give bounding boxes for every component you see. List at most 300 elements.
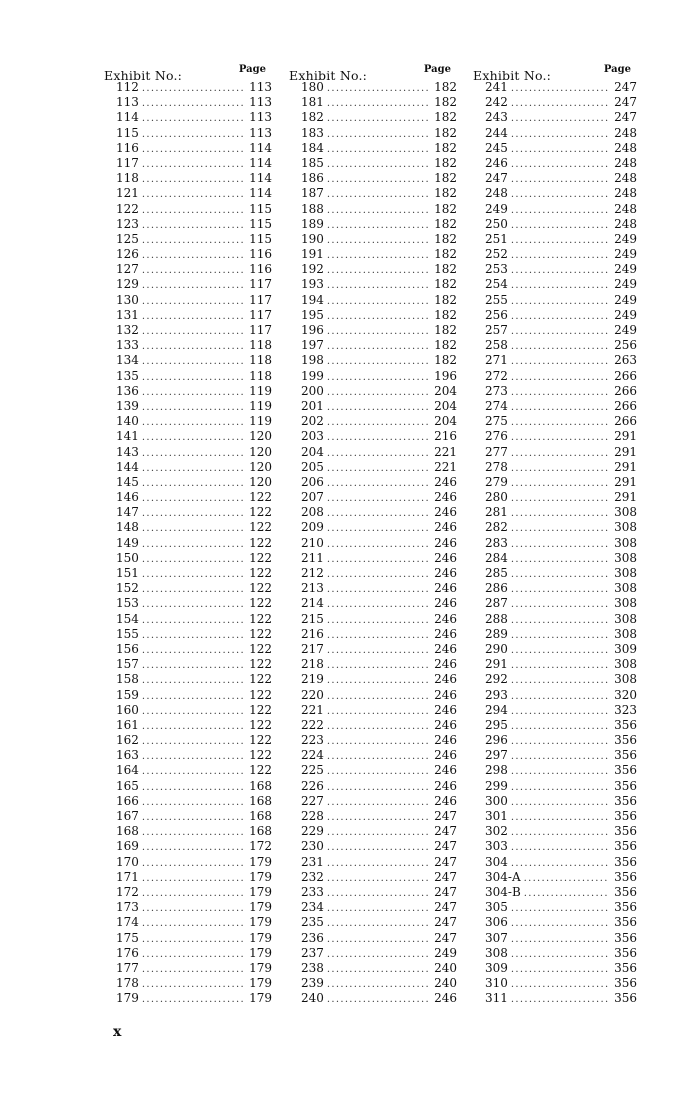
dot-leader <box>327 840 428 855</box>
exhibit-number: 172 <box>116 884 139 899</box>
page-number-ref: 116 <box>249 262 272 277</box>
exhibit-number: 275 <box>485 414 508 429</box>
dot-leader <box>511 947 608 962</box>
index-entry <box>289 460 457 475</box>
page-number-ref: 204 <box>434 383 457 398</box>
dot-leader <box>142 203 243 218</box>
index-entry <box>289 505 457 520</box>
page-number-ref: 122 <box>249 505 272 520</box>
page-number-ref: 291 <box>614 474 637 489</box>
exhibit-number: 239 <box>301 976 324 991</box>
page-number-ref: 113 <box>249 110 272 125</box>
index-entry <box>289 961 457 976</box>
exhibit-number: 188 <box>301 201 324 216</box>
index-entry <box>473 763 637 778</box>
dot-leader <box>327 111 428 126</box>
index-entry <box>289 870 457 885</box>
dot-leader <box>511 916 608 931</box>
page-number-ref: 249 <box>614 307 637 322</box>
page-number-ref: 179 <box>249 930 272 945</box>
page-number-ref: 246 <box>434 581 457 596</box>
index-entry <box>473 414 637 429</box>
exhibit-number: 171 <box>116 869 139 884</box>
page-number-ref: 246 <box>434 793 457 808</box>
exhibit-number: 140 <box>116 414 139 429</box>
dot-leader <box>142 111 243 126</box>
page-number-ref: 320 <box>614 687 637 702</box>
page-number-ref: 118 <box>249 338 272 353</box>
index-entry <box>473 505 637 520</box>
index-entry <box>473 95 637 110</box>
dot-leader <box>142 810 243 825</box>
exhibit-number: 209 <box>301 520 324 535</box>
exhibit-number: 159 <box>116 687 139 702</box>
exhibit-number: 241 <box>485 80 508 94</box>
dot-leader <box>142 157 243 172</box>
page-number-ref: 115 <box>249 231 272 246</box>
index-entry <box>104 566 272 581</box>
page-number-ref: 266 <box>614 383 637 398</box>
page-number-ref: 256 <box>614 338 637 353</box>
dot-leader <box>142 294 243 309</box>
page-number-ref: 246 <box>434 626 457 641</box>
index-entry <box>289 126 457 141</box>
page-number-ref: 182 <box>434 247 457 262</box>
index-entry <box>473 566 637 581</box>
dot-leader <box>511 81 608 96</box>
index-entry <box>289 141 457 156</box>
dot-leader <box>327 400 428 415</box>
page-header-label: Page <box>238 64 266 75</box>
exhibit-number: 296 <box>485 733 508 748</box>
page-number-ref: 221 <box>434 444 457 459</box>
exhibit-number: 244 <box>485 125 508 140</box>
dot-leader <box>142 719 243 734</box>
dot-leader <box>511 840 608 855</box>
index-entry <box>104 338 272 353</box>
exhibit-number: 114 <box>116 110 139 125</box>
index-entry <box>289 551 457 566</box>
index-entry <box>104 475 272 490</box>
page-number-ref: 246 <box>434 991 457 1006</box>
exhibit-number: 165 <box>116 778 139 793</box>
exhibit-number: 252 <box>485 247 508 262</box>
index-entry <box>289 566 457 581</box>
index-entry <box>104 885 272 900</box>
index-entry <box>289 520 457 535</box>
exhibit-number: 237 <box>301 945 324 960</box>
page-number-ref: 246 <box>434 520 457 535</box>
exhibit-header-label: Exhibit No.: <box>473 68 552 83</box>
index-entry <box>473 551 637 566</box>
page-number-ref: 182 <box>434 338 457 353</box>
dot-leader <box>327 704 428 719</box>
exhibit-number: 306 <box>485 915 508 930</box>
page-number-ref: 168 <box>249 793 272 808</box>
index-entry <box>473 779 637 794</box>
exhibit-number: 287 <box>485 596 508 611</box>
dot-leader <box>327 187 428 202</box>
page-number-ref: 308 <box>614 611 637 626</box>
dot-leader <box>511 628 608 643</box>
exhibit-number: 297 <box>485 748 508 763</box>
exhibit-number: 174 <box>116 915 139 930</box>
exhibit-number: 226 <box>301 778 324 793</box>
page-number-ref: 248 <box>614 155 637 170</box>
dot-leader <box>327 172 428 187</box>
dot-leader <box>511 385 608 400</box>
page-number-ref: 246 <box>434 566 457 580</box>
page-number-ref: 246 <box>434 687 457 702</box>
exhibit-list <box>104 80 272 1006</box>
index-entry <box>473 931 637 946</box>
index-entry <box>104 809 272 824</box>
page-number-ref: 247 <box>434 839 457 854</box>
dot-leader <box>327 780 428 795</box>
exhibit-number: 307 <box>485 930 508 945</box>
index-entry <box>104 232 272 247</box>
page-number-ref: 308 <box>614 596 637 611</box>
exhibit-number: 146 <box>116 490 139 505</box>
dot-leader <box>142 871 243 886</box>
exhibit-number: 136 <box>116 383 139 398</box>
dot-leader <box>142 370 243 385</box>
page-number-ref: 246 <box>434 641 457 656</box>
exhibit-number: 299 <box>485 778 508 793</box>
dot-leader <box>511 962 608 977</box>
index-entry <box>104 642 272 657</box>
page-number-ref: 122 <box>249 672 272 687</box>
index-entry <box>473 900 637 915</box>
page-number-ref: 179 <box>249 854 272 869</box>
page-number-ref: 246 <box>434 535 457 550</box>
page-number-ref: 247 <box>434 809 457 823</box>
exhibit-number: 311 <box>485 991 508 1006</box>
exhibit-number: 180 <box>301 80 324 94</box>
index-entry <box>289 839 457 854</box>
dot-leader <box>142 977 243 992</box>
exhibit-number: 203 <box>301 429 324 444</box>
page-number-ref: 246 <box>434 672 457 687</box>
dot-leader <box>511 537 608 552</box>
index-entry <box>473 976 637 991</box>
dot-leader <box>142 233 243 248</box>
index-entry <box>289 110 457 125</box>
exhibit-number: 302 <box>485 824 508 839</box>
index-entry <box>289 475 457 490</box>
index-entry <box>289 779 457 794</box>
exhibit-number: 178 <box>116 976 139 991</box>
dot-leader <box>327 901 428 916</box>
dot-leader <box>327 977 428 992</box>
page-number-ref: 182 <box>434 95 457 110</box>
index-entry <box>289 885 457 900</box>
page-number-ref: 266 <box>614 398 637 413</box>
index-entry <box>473 308 637 323</box>
index-entry <box>473 961 637 976</box>
page-number-ref: 356 <box>614 869 637 884</box>
dot-leader <box>142 628 243 643</box>
page-number-ref: 247 <box>434 824 457 839</box>
index-entry <box>289 627 457 642</box>
dot-leader <box>142 597 243 612</box>
page-number-ref: 113 <box>249 125 272 140</box>
exhibit-number: 248 <box>485 186 508 201</box>
exhibit-number: 161 <box>116 717 139 732</box>
page-number-ref: 308 <box>614 581 637 596</box>
index-entry <box>473 824 637 839</box>
index-entry <box>104 277 272 292</box>
exhibit-number: 272 <box>485 368 508 383</box>
page-number-ref: 246 <box>434 596 457 611</box>
exhibit-number: 271 <box>485 353 508 368</box>
index-entry <box>473 369 637 384</box>
dot-leader <box>142 446 243 461</box>
index-entry <box>473 672 637 687</box>
page-number-ref: 182 <box>434 80 457 94</box>
page-number-ref: 179 <box>249 915 272 930</box>
exhibit-number: 144 <box>116 459 139 474</box>
dot-leader <box>142 142 243 157</box>
exhibit-number: 173 <box>116 900 139 915</box>
dot-leader <box>142 127 243 142</box>
dot-leader <box>511 400 608 415</box>
exhibit-number: 300 <box>485 793 508 808</box>
dot-leader <box>327 749 428 764</box>
index-entry <box>289 445 457 460</box>
dot-leader <box>142 415 243 430</box>
index-entry <box>104 855 272 870</box>
dot-leader <box>142 263 243 278</box>
page-number-ref: 172 <box>249 839 272 854</box>
index-entry <box>289 293 457 308</box>
dot-leader <box>327 142 428 157</box>
exhibit-number: 230 <box>301 839 324 854</box>
page-number-ref: 246 <box>434 474 457 489</box>
page-number-ref: 182 <box>434 140 457 155</box>
page-number-ref: 168 <box>249 809 272 823</box>
exhibit-number: 223 <box>301 733 324 748</box>
index-entry <box>473 596 637 611</box>
index-entry <box>289 733 457 748</box>
page-number-ref: 122 <box>249 641 272 656</box>
dot-leader <box>511 233 608 248</box>
page-number-ref: 246 <box>434 702 457 717</box>
page-number-ref: 247 <box>434 930 457 945</box>
index-entry <box>104 612 272 627</box>
exhibit-number: 202 <box>301 414 324 429</box>
page-number-ref: 356 <box>614 945 637 960</box>
page-number-ref: 122 <box>249 733 272 748</box>
exhibit-number: 233 <box>301 884 324 899</box>
exhibit-number: 158 <box>116 672 139 687</box>
index-entry <box>289 703 457 718</box>
exhibit-number: 284 <box>485 550 508 565</box>
index-entry <box>104 399 272 414</box>
index-entry <box>104 202 272 217</box>
index-entry <box>289 931 457 946</box>
exhibit-number: 195 <box>301 307 324 322</box>
index-entry <box>473 627 637 642</box>
exhibit-number: 116 <box>116 140 139 155</box>
dot-leader <box>511 324 608 339</box>
dot-leader <box>142 582 243 597</box>
page-number-ref: 356 <box>614 717 637 732</box>
index-entry <box>289 323 457 338</box>
page-number-ref: 122 <box>249 581 272 596</box>
exhibit-number: 201 <box>301 398 324 413</box>
page-number-ref: 122 <box>249 535 272 550</box>
index-entry <box>104 961 272 976</box>
dot-leader <box>142 187 243 202</box>
page-number-ref: 356 <box>614 991 637 1006</box>
index-entry <box>289 186 457 201</box>
exhibit-number: 207 <box>301 490 324 505</box>
exhibit-number: 242 <box>485 95 508 110</box>
dot-leader <box>327 521 428 536</box>
dot-leader <box>511 552 608 567</box>
exhibit-header-label: Exhibit No.: <box>104 68 183 83</box>
dot-leader <box>511 749 608 764</box>
index-entry <box>104 126 272 141</box>
index-entry <box>289 262 457 277</box>
index-entry <box>473 855 637 870</box>
index-entry <box>104 505 272 520</box>
exhibit-number: 168 <box>116 824 139 839</box>
exhibit-number: 298 <box>485 763 508 778</box>
index-entry <box>473 429 637 444</box>
page-number-ref: 182 <box>434 171 457 186</box>
page-number-ref: 356 <box>614 884 637 899</box>
dot-leader <box>142 886 243 901</box>
index-entry <box>104 627 272 642</box>
exhibit-number: 247 <box>485 171 508 186</box>
dot-leader <box>142 916 243 931</box>
page-number-ref: 247 <box>614 80 637 94</box>
dot-leader <box>142 552 243 567</box>
page-number-ref: 179 <box>249 884 272 899</box>
exhibit-number: 134 <box>116 353 139 368</box>
dot-leader <box>511 901 608 916</box>
dot-leader <box>142 840 243 855</box>
exhibit-number: 152 <box>116 581 139 596</box>
exhibit-number: 257 <box>485 323 508 337</box>
exhibit-number: 145 <box>116 474 139 489</box>
dot-leader <box>511 370 608 385</box>
index-entry <box>104 900 272 915</box>
index-entry <box>104 748 272 763</box>
exhibit-number: 206 <box>301 474 324 489</box>
dot-leader <box>142 962 243 977</box>
index-entry <box>473 247 637 262</box>
dot-leader <box>511 506 608 521</box>
index-entry <box>104 946 272 961</box>
page-number-ref: 182 <box>434 155 457 170</box>
page-number-ref: 122 <box>249 566 272 580</box>
index-entry <box>473 141 637 156</box>
page-number-ref: 114 <box>249 155 272 170</box>
index-entry <box>289 369 457 384</box>
page-number-ref: 291 <box>614 490 637 505</box>
exhibit-number: 227 <box>301 793 324 808</box>
dot-leader <box>142 932 243 947</box>
index-entry <box>473 642 637 657</box>
dot-leader <box>511 476 608 491</box>
exhibit-number: 250 <box>485 216 508 231</box>
index-entry <box>289 232 457 247</box>
index-entry <box>289 672 457 687</box>
exhibit-number: 197 <box>301 338 324 353</box>
page-number-ref: 248 <box>614 171 637 186</box>
page-number-ref: 356 <box>614 824 637 839</box>
index-entry <box>473 445 637 460</box>
page-number-ref: 122 <box>249 748 272 763</box>
exhibit-number: 147 <box>116 505 139 520</box>
index-entry <box>473 384 637 399</box>
page-number-ref: 356 <box>614 809 637 823</box>
dot-leader <box>327 309 428 324</box>
page-number-ref: 240 <box>434 960 457 975</box>
index-entry <box>289 536 457 551</box>
index-entry <box>473 126 637 141</box>
page-number-ref: 247 <box>434 884 457 899</box>
page-number-ref: 247 <box>614 110 637 125</box>
exhibit-number: 143 <box>116 444 139 459</box>
index-entry <box>289 809 457 824</box>
dot-leader <box>327 339 428 354</box>
exhibit-number: 183 <box>301 125 324 140</box>
index-entry <box>473 293 637 308</box>
exhibit-number: 194 <box>301 292 324 307</box>
dot-leader <box>327 96 428 111</box>
index-entry <box>289 657 457 672</box>
page-number-ref: 179 <box>249 976 272 991</box>
index-column-1 <box>104 64 272 1006</box>
exhibit-number: 283 <box>485 535 508 550</box>
exhibit-number: 155 <box>116 626 139 641</box>
page-number-ref: 120 <box>249 444 272 459</box>
index-entry <box>473 657 637 672</box>
exhibit-number: 141 <box>116 429 139 444</box>
exhibit-number: 286 <box>485 581 508 596</box>
dot-leader <box>327 415 428 430</box>
exhibit-number: 200 <box>301 383 324 398</box>
exhibit-number: 164 <box>116 763 139 778</box>
dot-leader <box>327 947 428 962</box>
dot-leader <box>327 461 428 476</box>
index-entry <box>104 323 272 338</box>
index-entry <box>104 779 272 794</box>
exhibit-number: 236 <box>301 930 324 945</box>
dot-leader <box>327 430 428 445</box>
page-number-ref: 118 <box>249 353 272 368</box>
exhibit-number: 118 <box>116 171 139 186</box>
index-entry <box>473 186 637 201</box>
dot-leader <box>142 643 243 658</box>
dot-leader <box>142 734 243 749</box>
index-entry <box>104 839 272 854</box>
exhibit-number: 122 <box>116 201 139 216</box>
index-entry <box>104 976 272 991</box>
page-number-ref: 356 <box>614 763 637 778</box>
exhibit-number: 181 <box>301 95 324 110</box>
exhibit-number: 246 <box>485 155 508 170</box>
page-number-ref: 246 <box>434 657 457 672</box>
index-entry <box>289 156 457 171</box>
dot-leader <box>511 977 608 992</box>
page-number-ref: 196 <box>434 368 457 383</box>
exhibit-number: 125 <box>116 231 139 246</box>
